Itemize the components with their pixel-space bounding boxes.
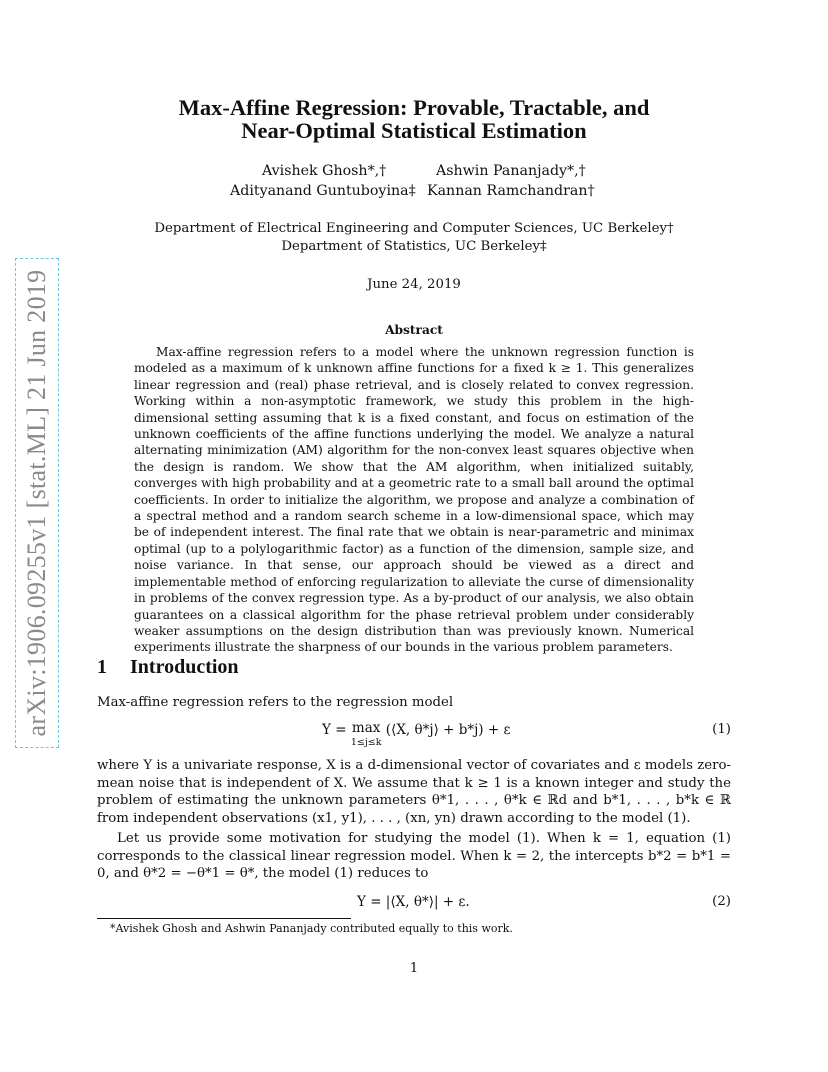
abstract-text: Max-affine regression refers to a model where the unknown regression function is modeled as a maximum of k unknown affine functions for a fixed k ≥ 1. This generalizes linear regression and (real) phase retrieval, and is closely related to convex regression. Working within a non-asymptotic framework, we study this problem in the high-dimensional setting assuming that k is a fixed constant, and focus on estimation of the unknown coefficients of the affine functions underlying the model. We analyze a natural alternating minimization (AM) algorithm for the non-convex least squares objective when the design is random. We show that the AM algorithm, when initialized suitably, converges with high probability and at a geometric rate to a small ball around the optimal coefficients. In order to initialize the algorithm, we propose and analyze a combination of a spectral method and a random search scheme in a low-dimensional space, which may be of independent interest. The final rate that we obtain is near-parametric and minimax optimal (up to a polylogarithmic factor) as a function of the dimension, sample size, and noise variance. In that sense, our approach should be viewed as a direct and implementable method of enforcing regularization to alleviate the curse of dimensionality in problems of the convex regression type. As a by-product of our analysis, we also obtain guarantees on a classical algorithm for the phase retrieval problem under considerably weaker assumptions on the design distribution than was previously known. Numerical experiments illustrate the sharpness of our bounds in the various problem parameters.: [134, 345, 694, 655]
section-number: 1: [97, 656, 107, 678]
affiliation-2: Department of Statistics, UC Berkeley‡: [281, 239, 547, 254]
author-1: Avishek Ghosh*,†: [262, 163, 387, 179]
paper-date: June 24, 2019: [367, 277, 461, 292]
equation-1: [322, 722, 510, 749]
eq1-max-op: max: [351, 720, 381, 736]
paragraph-2-text: Let us provide some motivation for studying the model (1). When k = 1, equation (1) corresponds to the classical linear regression model. When k = 2, the intercepts b*2 = b*1 = 0, and θ*2 = −θ*1 = θ*, the model (1) reduces to: [97, 831, 731, 881]
author-4: Kannan Ramchandran†: [427, 183, 595, 199]
footnote-rule: [97, 918, 351, 919]
paragraph-2: [97, 830, 731, 883]
arxiv-stamp-text: arXiv:1906.09255v1 [stat.ML] 21 Jun 2019: [22, 269, 51, 737]
eq1-max-sub: 1≤j≤k: [350, 737, 382, 748]
author-3: Adityanand Guntuboyina‡: [230, 183, 416, 199]
paper-title-line-1: Max-Affine Regression: Provable, Tractable, and: [178, 95, 650, 120]
footnote: *Avishek Ghosh and Ashwin Pananjady contributed equally to this work.: [110, 922, 513, 935]
equation-1-number: (1): [712, 722, 731, 737]
abstract-heading: Abstract: [385, 323, 443, 337]
eq1-lhs: Y =: [322, 722, 351, 738]
section-title: Introduction: [130, 656, 239, 678]
section-heading: [97, 656, 239, 679]
paragraph-1: [97, 757, 731, 827]
equation-2: Y = |⟨X, θ*⟩| + ε.: [357, 894, 470, 910]
equation-2-number: (2): [712, 894, 731, 909]
paragraph-1-text: where Y is a univariate response, X is a d-dimensional vector of covariates and ε models zero-mean noise that is independent of X. We assume that k ≥ 1 is a known integer and study the problem of estimating the unknown parameters θ*1, . . . , θ*k ∈ ℝd and b*1, . . . , b*k ∈ ℝ from independent observations (x1, y1), . . . , (xn, yn) drawn according to the model (1).: [97, 758, 731, 826]
eq1-rhs: (⟨X, θ*j⟩ + b*j) + ε: [385, 722, 511, 738]
intro-sentence: Max-affine regression refers to the regression model: [97, 695, 454, 710]
affiliation-1: Department of Electrical Engineering and Computer Sciences, UC Berkeley†: [154, 221, 674, 236]
eq1-max: [351, 722, 382, 749]
page-number: 1: [409, 961, 419, 976]
author-2: Ashwin Pananjady*,†: [436, 163, 586, 179]
abstract-body: [134, 344, 694, 656]
paper-title-line-2: Near-Optimal Statistical Estimation: [241, 118, 587, 143]
